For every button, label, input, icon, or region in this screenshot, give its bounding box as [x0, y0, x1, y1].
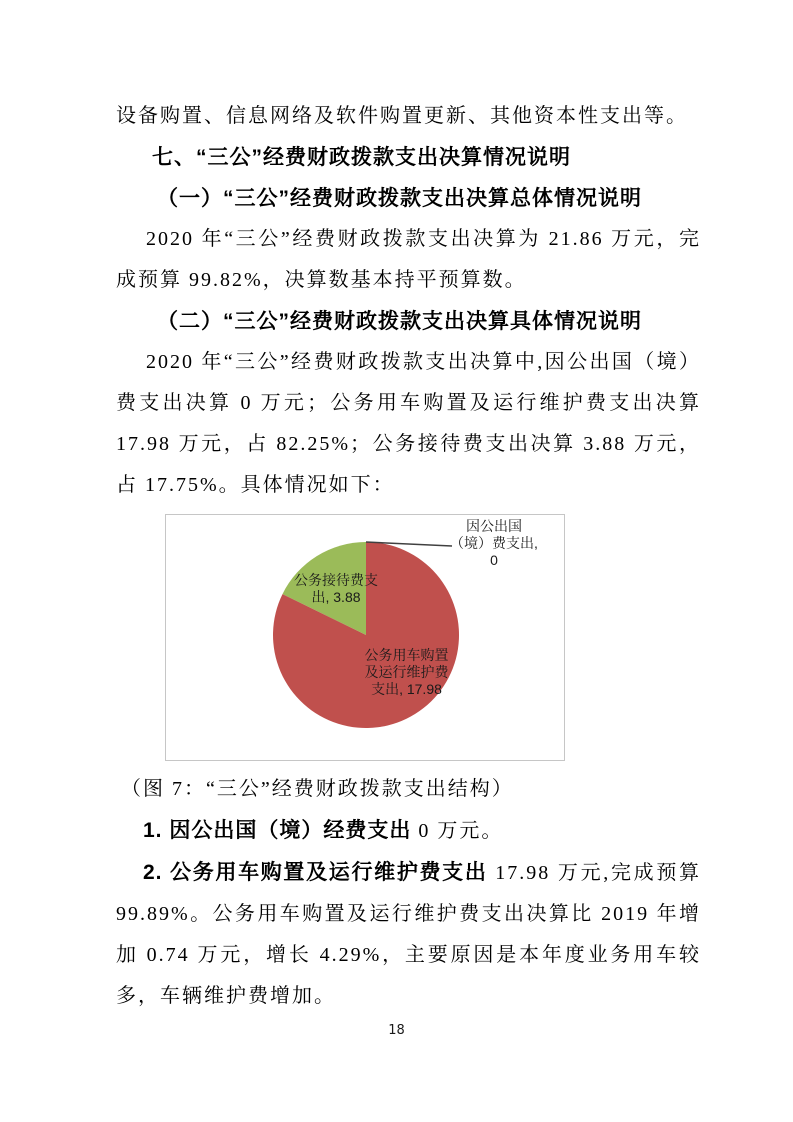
heading-seven-one: （一）“三公”经费财政拨款支出决算总体情况说明 [157, 187, 642, 210]
figure-caption: （图 7：“三公”经费财政拨款支出结构） [121, 778, 514, 800]
list-item-2 [116, 852, 701, 1017]
paragraph-detail-situation: 2020 年“三公”经费财政拨款支出决算中,因公出国（境）费支出决算 0 万元；公务用车购置及运行维护费支出决算 17.98 万元，占 82.25%；公务接待费支出决算 3.88 万元，占 17.75%。具体情况如下： [116, 351, 701, 496]
list-item-1-text: 0 万元。 [411, 820, 504, 842]
pie-label-vehicle: 公务用车购置 及运行维护费 支出, 17.98 [364, 647, 449, 697]
page-content [116, 96, 701, 1017]
pie-chart-figure [165, 514, 565, 761]
list-item-1 [116, 810, 701, 852]
list-item-1-title: 1. 因公出国（境）经费支出 [143, 819, 412, 842]
list-item-2-text: 17.98 万元,完成预算 99.89%。公务用车购置及运行维护费支出决算比 2019 年增加 0.74 万元，增长 4.29%，主要原因是本年度业务用车较多，车辆维护费增加。 [116, 862, 702, 1007]
heading-section-seven: 七、“三公”经费财政拨款支出决算情况说明 [152, 146, 571, 169]
list-item-2-title: 2. 公务用车购置及运行维护费支出 [143, 861, 488, 884]
heading-seven-two: （二）“三公”经费财政拨款支出决算具体情况说明 [157, 310, 642, 333]
paragraph-overall-situation: 2020 年“三公”经费财政拨款支出决算为 21.86 万元，完成预算 99.82%，决算数基本持平预算数。 [116, 228, 701, 291]
pie-label-abroad: 因公出国 （境）费支出, 0 [450, 518, 538, 568]
page-number: 18 [388, 1023, 405, 1038]
pie-label-reception: 公务接待费支 出, 3.88 [294, 572, 378, 605]
paragraph-intro: 设备购置、信息网络及软件购置更新、其他资本性支出等。 [116, 105, 688, 127]
